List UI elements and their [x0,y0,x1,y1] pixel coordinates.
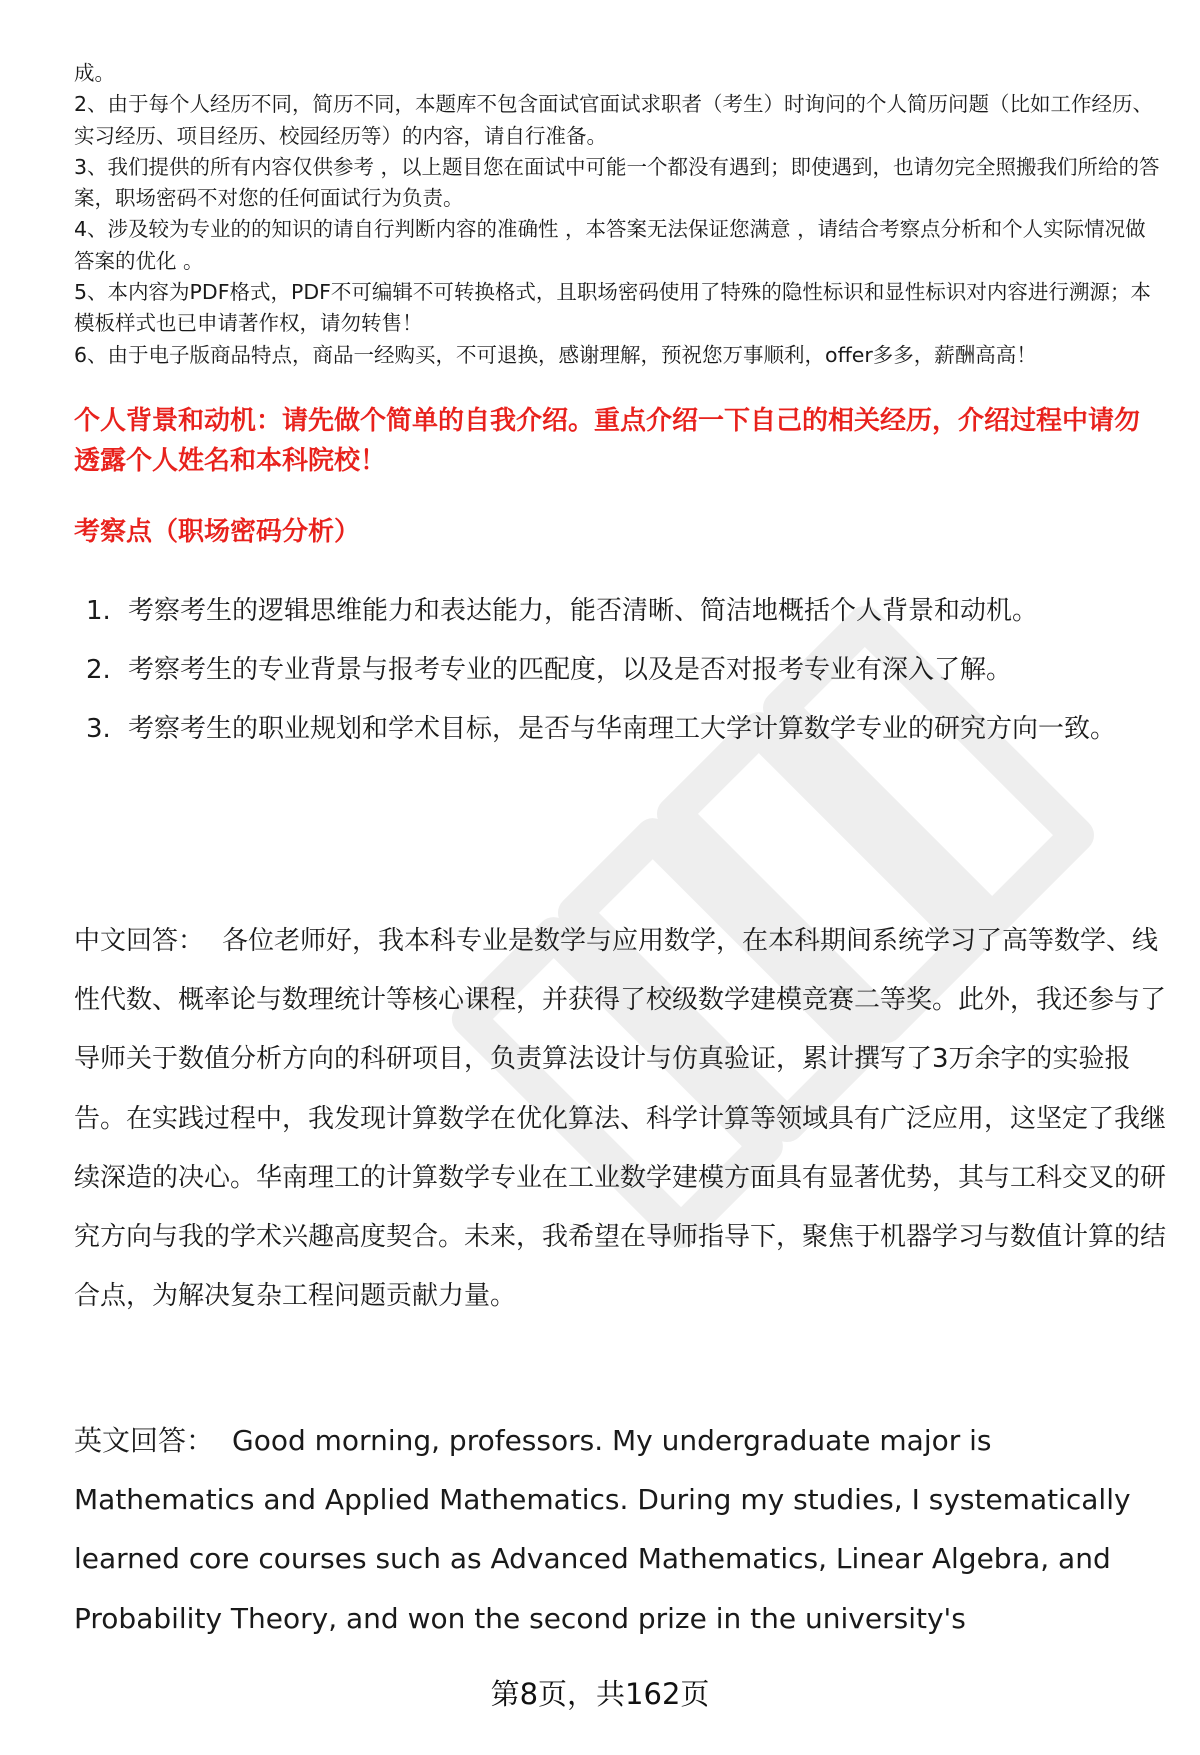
list-item [74,641,1164,700]
assessment-points-heading: 考察点（职场密码分析） [74,517,361,547]
chinese-answer-label: 中文回答： [74,926,205,956]
list-item-text: 考察考生的职业规划和学术目标，是否与华南理工大学计算数学专业的研究方向一致。 [128,714,1117,744]
list-item-number: 3. [86,714,111,744]
english-answer [74,1411,1168,1648]
list-item [74,582,1164,641]
chinese-answer-text: 各位老师好，我本科专业是数学与应用数学，在本科期间系统学习了高等数学、线性代数、概率论与数理统计等核心课程，并获得了校级数学建模竞赛二等奖。此外，我还参与了导师关于数值分析方向的科研项目，负责算法设计与仿真验证，累计撰写了3万余字的实验报告。在实践过程中，我发现计算数学在优化算法、科学计算等领域具有广泛应用，这坚定了我继续深造的决心。华南理工的计算数学专业在工业数学建模方面具有显著优势，其与工科交叉的研究方向与我的学术兴趣高度契合。未来，我希望在导师指导下，聚焦于机器学习与数值计算的结合点，为解决复杂工程问题贡献力量。 [74,926,1167,1312]
note-line: 3、我们提供的所有内容仅供参考 ，以上题目您在面试中可能一个都没有遇到；即使遇到，也请勿完全照搬我们所给的答案，职场密码不对您的任何面试行为负责。 [74,154,1160,211]
list-item-text: 考察考生的逻辑思维能力和表达能力，能否清晰、简洁地概括个人背景和动机。 [128,596,1039,626]
question-heading: 个人背景和动机：请先做个简单的自我介绍。重点介绍一下自己的相关经历，介绍过程中请勿透露个人姓名和本科院校！ [74,406,1141,476]
note-line: 成。 [74,61,115,85]
english-answer-label: 英文回答： [74,1424,215,1457]
page-number: 第8页，共162页 [490,1677,710,1711]
assessment-points-list [74,582,1164,759]
disclaimer-notes [74,58,1164,371]
note-line: 5、本内容为PDF格式，PDF不可编辑不可转换格式，且职场密码使用了特殊的隐性标识和显性标识对内容进行溯源；本模板样式也已申请著作权，请勿转售！ [74,280,1151,336]
english-answer-text: Good morning, professors. My undergraduate major is Mathematics and Applied Mathematics. During my studies, I systematically learned core courses such as Advanced Mathematics, Linear Algebra, and Probability Theory, and won the second prize in the university's [74,1424,1131,1635]
note-line: 6、由于电子版商品特点，商品一经购买，不可退换，感谢理解，预祝您万事顺利，offer多多，薪酬高高！ [74,342,1037,367]
list-item-number: 2. [86,655,111,685]
list-item [74,700,1164,759]
list-item-number: 1. [86,596,111,626]
note-line: 4、涉及较为专业的的知识的请自行判断内容的准确性 ，本答案无法保证您满意 ，请结合考察点分析和个人实际情况做答案的优化 。 [74,217,1146,273]
note-line: 2、由于每个人经历不同，简历不同，本题库不包含面试官面试求职者（考生）时询问的个人简历问题（比如工作经历、实习经历、项目经历、校园经历等）的内容，请自行准备。 [74,92,1154,148]
chinese-answer [74,912,1168,1326]
list-item-text: 考察考生的专业背景与报考专业的匹配度，以及是否对报考专业有深入了解。 [128,655,1013,685]
